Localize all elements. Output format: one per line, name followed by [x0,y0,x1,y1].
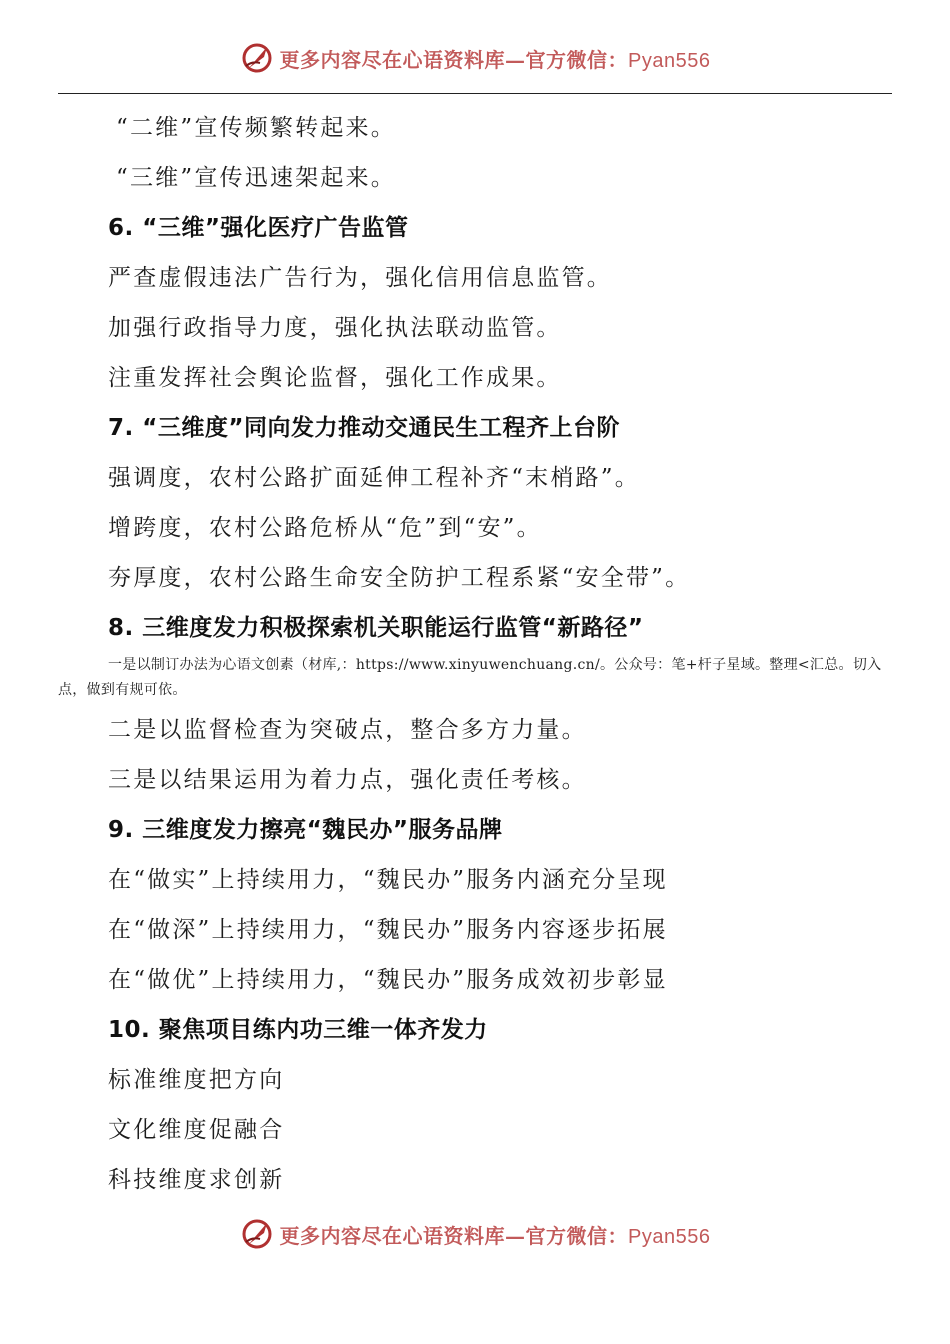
body-line: 夯厚度，农村公路生命安全防护工程系紧“安全带”。 [108,565,691,591]
footer-banner [0,1214,950,1254]
document-body [58,103,898,1205]
body-line: 标准维度把方向 [108,1067,285,1093]
body-line: 文化维度促融合 [108,1117,285,1143]
footer-banner-text: 更多内容尽在心语资料库—官方微信：Pyan556 [279,1223,711,1248]
body-line: 增跨度，农村公路危桥从“危”到“安”。 [108,515,542,541]
header-banner [0,38,950,78]
body-line: 在“做实”上持续用力，“魏民办”服务内涵充分呈现 [108,867,668,893]
section-heading: 8. 三维度发力积极探索机关职能运行监管“新路径” [108,615,644,641]
body-line: 二是以监督检查为突破点，整合多方力量。 [108,717,587,743]
body-line: 在“做优”上持续用力，“魏民办”服务成效初步彰显 [108,967,668,993]
section-heading: 9. 三维度发力擦亮“魏民办”服务品牌 [108,817,503,843]
section-heading: 7. “三维度”同向发力推动交通民生工程齐上台阶 [108,415,620,441]
body-line: “二维”宣传频繁转起来。 [116,115,396,141]
section-heading: 10. 聚焦项目练内功三维一体齐发力 [108,1017,488,1043]
quill-logo-icon [240,41,274,75]
body-line: 三是以结果运用为着力点，强化责任考核。 [108,767,587,793]
header-banner-text: 更多内容尽在心语资料库—官方微信：Pyan556 [279,47,711,72]
body-line: 加强行政指导力度，强化执法联动监管。 [108,315,562,341]
body-line: 在“做深”上持续用力，“魏民办”服务内容逐步拓展 [108,917,668,943]
body-line: 强调度，农村公路扩面延伸工程补齐“末梢路”。 [108,465,640,491]
section-heading: 6. “三维”强化医疗广告监管 [108,215,409,241]
inline-note: 一是以制订办法为心语文创素（材库,：https://www.xinyuwenchuang.cn/。公众号：笔+杆子星域。整理<汇总。切入点，做到有规可依。 [58,657,882,698]
body-line: 注重发挥社会舆论监督，强化工作成果。 [108,365,562,391]
body-line: “三维”宣传迅速架起来。 [116,165,396,191]
body-line: 科技维度求创新 [108,1167,285,1193]
body-line: 严查虚假违法广告行为，强化信用信息监管。 [108,265,612,291]
quill-logo-icon [240,1217,274,1251]
header-divider [58,93,892,94]
